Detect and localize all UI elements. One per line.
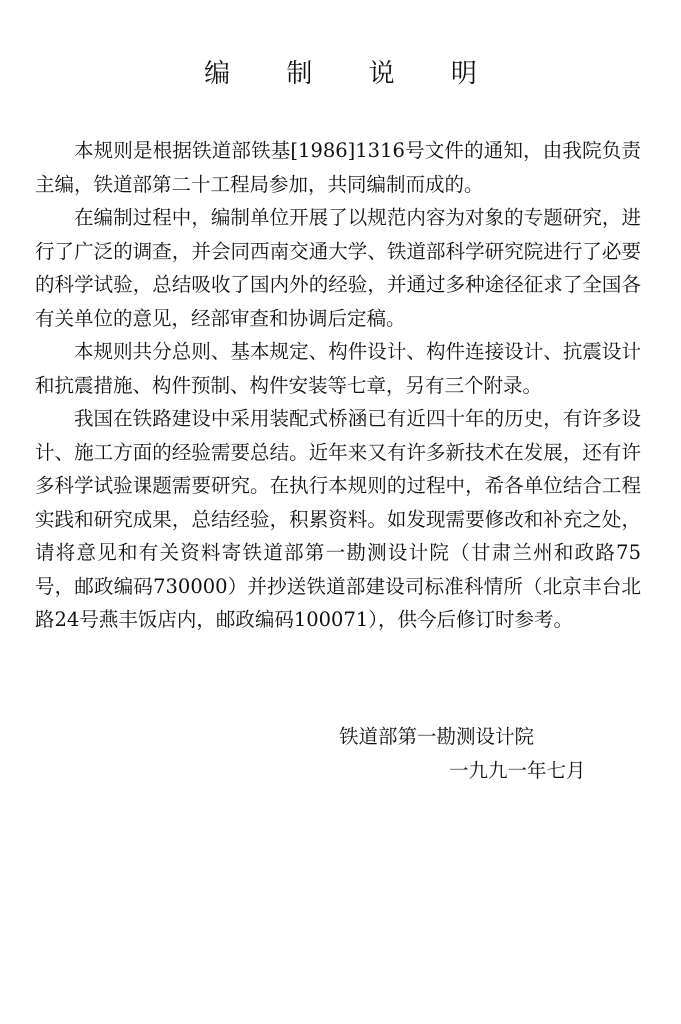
- body-text: [35, 134, 641, 637]
- signature-block: [339, 720, 586, 788]
- paragraph-2: 在编制过程中，编制单位开展了以规范内容为对象的专题研究，进行了广泛的调查，并会同西南交通大学、铁道部科学研究院进行了必要的科学试验，总结吸收了国内外的经验，并通过多种途径征求了全国各有关单位的意见，经部审查和协调后定稿。: [35, 206, 641, 330]
- signature-date: 一九九一年七月: [449, 759, 586, 782]
- signature-organization: 铁道部第一勘测设计院: [339, 725, 535, 748]
- page-title: 编 制 说 明: [204, 59, 501, 89]
- paragraph-4: 我国在铁路建设中采用装配式桥涵已有近四十年的历史，有许多设计、施工方面的经验需要总结。近年来又有许多新技术在发展，还有许多科学试验课题需要研究。在执行本规则的过程中，希各单位结合工程实践和研究成果，总结经验，积累资料。如发现需要修改和补充之处，请将意见和有关资料寄铁道部第一勘测设计院（甘肃兰州和政路75号，邮政编码730000）并抄送铁道部建设司标准科情所（北京丰台北路24号燕丰饭店内，邮政编码100071），供今后修订时参考。: [35, 407, 641, 631]
- paragraph-3: 本规则共分总则、基本规定、构件设计、构件连接设计、抗震设计和抗震措施、构件预制、构件安装等七章，另有三个附录。: [35, 340, 641, 397]
- paragraph-1: 本规则是根据铁道部铁基[1986]1316号文件的通知，由我院负责主编，铁道部第二十工程局参加，共同编制而成的。: [35, 139, 641, 196]
